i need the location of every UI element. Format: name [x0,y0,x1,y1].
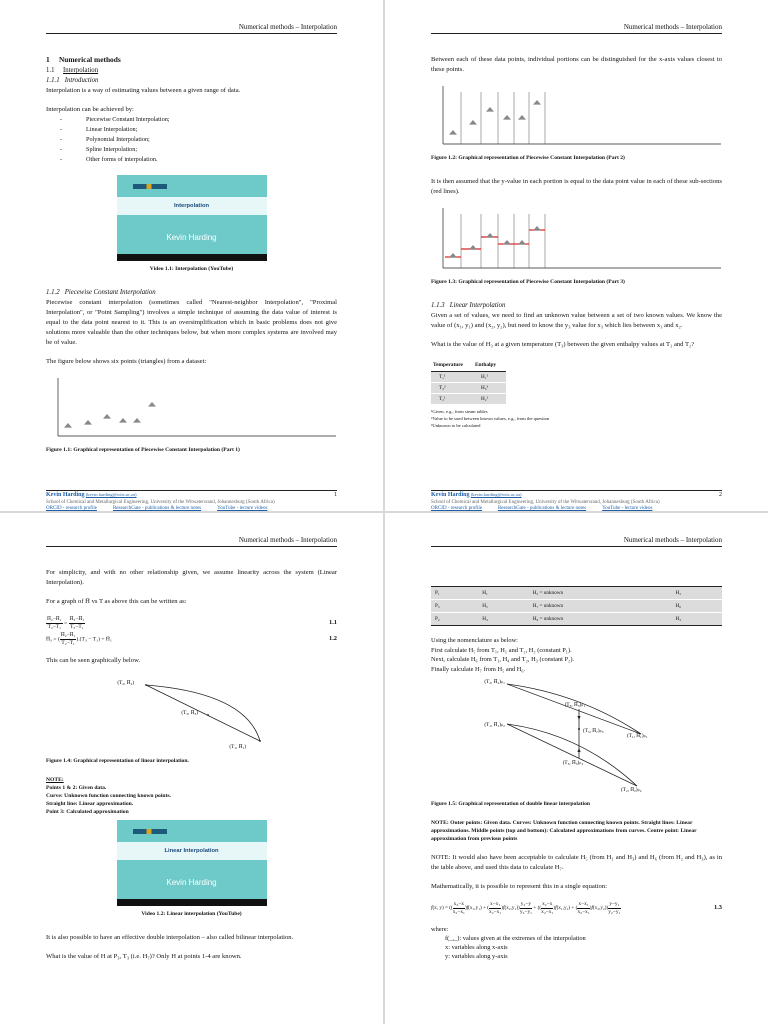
graph-of-paragraph: For a graph of H̅ vs T as above this can be written as: [46,598,187,605]
video-author: Kevin Harding [166,233,217,242]
pressure-table [431,586,722,626]
note-line: Curve: Unknown function connecting known points. [46,793,171,799]
subsection-title: Interpolation [63,67,99,74]
point-label: (T₃, H̅₃)ₚ₂ [562,760,584,766]
footer-rule [431,490,722,491]
wits-logo [133,184,167,189]
subsubsection-number: 1.1.2 [46,289,60,296]
nomenclature-block [431,636,722,674]
header-rule [431,546,722,547]
affiliation: School of Chemical and Metallurgical Engineering, University of the Witwatersrand, Johannesburg (South Africa) [431,499,660,505]
note-title: NOTE: [46,777,64,783]
orcid-link[interactable]: ORCID - research profile [46,506,97,511]
list-item: - Piecewise Constant Interpolation; [46,115,337,125]
subsubsection-number: 1.1.1 [46,77,60,84]
subsubsection-title: Introduction [64,77,99,84]
point-label: (T₂, H̅₂)ₚ₁ [484,679,505,685]
data-point-triangle [103,414,111,419]
equation-number: 1.1 [329,619,337,626]
list-item: - Other forms of interpolation. [46,155,337,165]
table-cell: H₅ [478,600,528,613]
point-label: (T₃, H̅₃) [181,710,198,716]
table-cell: H₄ [478,613,528,626]
video-thumbnail-interpolation[interactable] [117,175,267,261]
figure-caption: Figure 1.2: Graphical representation of Piecewise Constant Interpolation (Part 2) [431,155,625,161]
point-label: (T₂, H̅₂) [117,680,134,686]
subsubsection-number: 1.1.3 [431,302,445,309]
table-cell: T₂¹ [431,394,473,405]
figure-caption: Figure 1.3: Graphical representation of Piecewise Constant Interpolation (Part 3) [431,279,625,285]
video-caption: Video 1.1: Interpolation (YouTube) [149,266,234,272]
header-rule [431,33,722,34]
question-paragraph: What is the value of H₃ at a given temperature (T₃) between the given enthalpy values at T₁ and T₂? [431,341,695,348]
step-line: First calculate H₅ from T₁, H₁ and T₂, H₂ (constant P₁). [431,646,572,654]
data-point-triangle [486,233,494,238]
table-cell: H₆ [672,600,722,613]
where-label: where: [431,926,449,933]
equation-number: 1.2 [329,635,337,642]
list-item: - Spline Interpolation; [46,145,337,155]
methods-list [46,115,337,165]
subsubsection-title: Linear Interpolation [449,302,506,309]
equation-1-2: H̅₃ = ( $\frac{\text{H̅₂−H̅₁}}{\text{T₂−T₁}}$ ).(T₃ − T₁) + H̅₁ 1.2 [46,632,337,646]
point-2 [145,684,147,686]
simplicity-paragraph: For simplicity, and with no other relationship given, we assume linearity across the system (Linear Interpolation). [46,569,337,586]
point-label: (T₃, H̅₇)ₚ₃ [583,728,604,734]
video-caption: Video 1.2: Linear interpolation (YouTube) [141,911,242,917]
table-header: Temperature [431,359,473,372]
figure-1-3 [431,206,722,270]
page-4 [385,513,768,1024]
table-cell: P₁ [431,587,478,600]
figure-caption: Figure 1.4: Graphical representation of linear interpolation. [46,758,189,764]
subsubsection-heading [46,288,337,298]
table-row [431,372,506,383]
table-row [431,394,506,405]
question2-paragraph: What is the value of H at P₃, T₃ (i.e. H₇)? Only H at points 1-4 are known. [46,953,242,960]
where-line: f(_,_): values given at the extremes of the interpolation [445,935,586,942]
data-point-triangle [518,115,526,120]
step-line: Next, calculate H₆ from T₁, H₄ and T₂, H₃ (constant P₂). [431,656,575,663]
data-point-triangle [469,245,477,250]
page-footer [46,492,337,511]
video-author: Kevin Harding [166,878,217,887]
table-row [431,587,722,600]
data-point-triangle [503,240,511,245]
author-name: Kevin Harding [46,492,85,498]
equation-number: 1.3 [714,904,722,911]
data-point-triangle [148,402,156,407]
point-label: (T₂, H̅₂)ₚ₂ [621,787,642,792]
page-number: 2 [719,492,722,498]
nomenclature-line: Using the nomenclature as below: [431,637,518,644]
arrowhead [577,748,580,752]
figure-1-4 [46,675,337,749]
data-point-triangle [518,240,526,245]
page-3 [0,513,383,1024]
equation-1-3: f(x, y) = (( $\frac{\text{x₂−x}}{\text{x₂−x₁}}$ )f(x₁,y₁) + ( $\frac{\text{x−x₁}}{\text{x₂−x₁}}$ )f(x₂,y₁)) $\frac{\text{y₂−y}}{\text{y₂−y₁}}$ + (( $\frac{\text{x₂−x}}{\text{x₂−x₁}}$ )f(x₁,y₂) + ( $\frac{\text{x−x₁}}{\text{x₂−x₁}}$ )f(x₂,y₂)) $\frac{\text{y−y₁}}{\text{y₂−y₁}}$ 1.3 [431,901,722,915]
author-email-link[interactable]: (kevin.harding@wits.ac.za) [470,492,522,497]
linear-paragraph: Given a set of values, we need to find an unknown value between a set of two known values. We know the value of (x₁, y₁) and (x₂, y₂), but need to know the y₃ value for x₃ which lies between x₁ and x₂. [431,312,722,329]
figure-note [46,776,337,816]
data-point-triangle [133,418,141,423]
note-line: Point 3: Calculated approximation [46,809,129,815]
point-label: (T₁, H̅₁)ₚ₂ [484,722,505,728]
six-points-paragraph: The figure below shows six points (triangles) from a dataset: [46,358,207,365]
section-number: 1 [46,55,50,64]
point-3 [207,714,209,716]
list-item: - Polynomial Interpolation; [46,135,337,145]
data-point-triangle [486,107,494,112]
subsubsection-heading [431,301,722,311]
data-point-triangle [469,120,477,125]
video-thumbnail-linear-interpolation[interactable] [117,820,267,906]
intro-paragraph: Interpolation is a way of estimating values between a given range of data. [46,87,241,94]
subsubsection-heading [46,76,337,86]
header-rule [46,33,337,34]
point-label: (T₁, H̅₁) [229,744,246,749]
math-paragraph: Mathematically, it is possible to represent this in a single equation: [431,883,607,890]
youtube-link[interactable]: YouTube - lecture videos [217,506,268,511]
table-row [431,383,506,394]
researchgate-link[interactable]: ResearchGate - publications & lecture notes [112,506,202,511]
section-title: Numerical methods [58,55,121,64]
subsection-heading [46,66,337,76]
table-footnote: ³Unknown to be calculated [431,423,481,428]
double-paragraph: It is also possible to have an effective double interpolation – also called bilinear interpolation. [46,934,294,941]
table-cell: T₃² [431,383,473,394]
video-control-bar [117,254,267,261]
linear-p2 [507,724,637,786]
table-cell: T₁¹ [431,372,473,383]
table-footnote: ¹Given, e.g., from steam tables [431,409,488,414]
affiliation: School of Chemical and Metallurgical Engineering, University of the Witwatersrand, Johannesburg (South Africa) [46,499,275,505]
linear-p1 [507,684,641,734]
page-header: Numerical methods – Interpolation [623,23,722,31]
point-label: (T₃, H̅₃)ₚ₁ [564,702,586,708]
graphically-paragraph: This can be seen graphically below. [46,657,141,664]
table-cell: H₂¹ [473,394,506,405]
data-point-triangle [84,420,92,425]
centre-point [578,728,580,730]
note2-paragraph: NOTE: It would also have been acceptable to calculate H₅ (from H₁ and H₃) and H₆ (from H₂ and H₃), as in the table above, and used this data to calculate H₇. [431,854,722,871]
video-control-bar [117,899,267,906]
researchgate-link[interactable]: ResearchGate - publications & lecture notes [497,506,587,511]
data-point-triangle [533,226,541,231]
table-cell: P₃ [431,600,478,613]
table-cell: P₂ [431,613,478,626]
author-name: Kevin Harding [431,492,470,498]
achieved-paragraph: Interpolation can be achieved by: [46,106,134,113]
data-point-triangle [64,423,72,428]
table-cell: H₃³ [473,383,506,394]
youtube-link[interactable]: YouTube - lecture videos [602,506,653,511]
where-line: y: variables along y-axis [445,953,508,960]
figure-1-5 [431,674,722,792]
video-title: Linear Interpolation [117,842,267,860]
data-point-triangle [533,100,541,105]
video-title: Interpolation [117,197,267,215]
table-cell: H₃ = unknown [529,587,672,600]
arrowhead [577,716,580,720]
note-line: Points 1 & 2: Given data. [46,785,107,791]
table-header: Enthalpy [473,359,506,372]
data-point-triangle [503,115,511,120]
table-cell: H₃ [672,613,722,626]
section-heading [46,55,337,65]
table-cell: H₈ = unknown [529,613,672,626]
pci-paragraph: Piecewise constant interpolation (sometimes called "Nearest-neighbor Interpolation", "Proximal Interpolation", or "Point Sampling") involves a simple technique of assuming the data value of interest is equal to the data point nearest to it. This is an oversimplification which in basic problems does not give solutions more valuable than the other techniques below, but when more complex systems are involved may be of value. [46,299,337,346]
point-1 [259,740,261,742]
table-cell: H₁¹ [473,372,506,383]
author-email-link[interactable]: (kevin.harding@wits.ac.za) [85,492,137,497]
subsubsection-title: Piecewise Constant Interpolation [64,289,156,296]
wits-logo [133,829,167,834]
subsection-number: 1.1 [46,67,55,74]
table-footnote: ²Value to be used between known values, e.g., from the question [431,416,550,421]
where-line: x: variables along x-axis [445,944,508,951]
linear-approximation [146,685,260,741]
page-2 [385,0,768,511]
assumed-paragraph: It is then assumed that the y-value in each portion is equal to the data point value in each of these sub-sections (red lines). [431,178,722,195]
footer-rule [46,490,337,491]
page-1 [0,0,383,511]
data-point-triangle [119,418,127,423]
equation-1-1: $\frac{\text{H̅₂−H̅₁}}{\text{T₂−T₁}}$ = $\frac{\text{H̅₃−H̅₁}}{\text{T₃−T₁}}$ 1.1 [47,616,337,630]
table-cell: H₂ [672,587,722,600]
enthalpy-table [431,359,506,405]
figure-note: NOTE: Outer points: Given data. Curves: Unknown function connecting known points. Straight lines: Linear approximations. Middle points (top and bottom): Calculated approximations from curves. Centre point: Linear approximation from previous points [431,820,697,842]
step-line: Finally calculate H₇ from H₅ and H₆. [431,665,526,673]
figure-caption: Figure 1.1: Graphical representation of Piecewise Constant Interpolation (Part 1) [46,447,240,453]
page-header: Numerical methods – Interpolation [238,536,337,544]
figure-1-1 [46,376,337,438]
table-cell: H₁ [478,587,528,600]
point-label: (T₁, H̅₁)ₚ₁ [627,733,648,739]
data-point-triangle [449,130,457,135]
note-line: Straight line: Linear approximation. [46,801,134,807]
page-footer [431,492,722,511]
figure-1-2 [431,84,722,146]
header-rule [46,546,337,547]
between-paragraph: Between each of these data points, individual portions can be distinguished for the x-axis values closest to these points. [431,56,722,73]
page-header: Numerical methods – Interpolation [623,536,722,544]
orcid-link[interactable]: ORCID - research profile [431,506,482,511]
table-row [431,613,722,626]
list-item: - Linear Interpolation; [46,125,337,135]
table-cell: H₇ = unknown [529,600,672,613]
table-row [431,600,722,613]
figure-caption: Figure 1.5: Graphical representation of double linear interpolation [431,801,591,807]
page-header: Numerical methods – Interpolation [238,23,337,31]
data-point-triangle [449,253,457,258]
page-number: 1 [334,492,337,498]
where-block [431,925,722,961]
